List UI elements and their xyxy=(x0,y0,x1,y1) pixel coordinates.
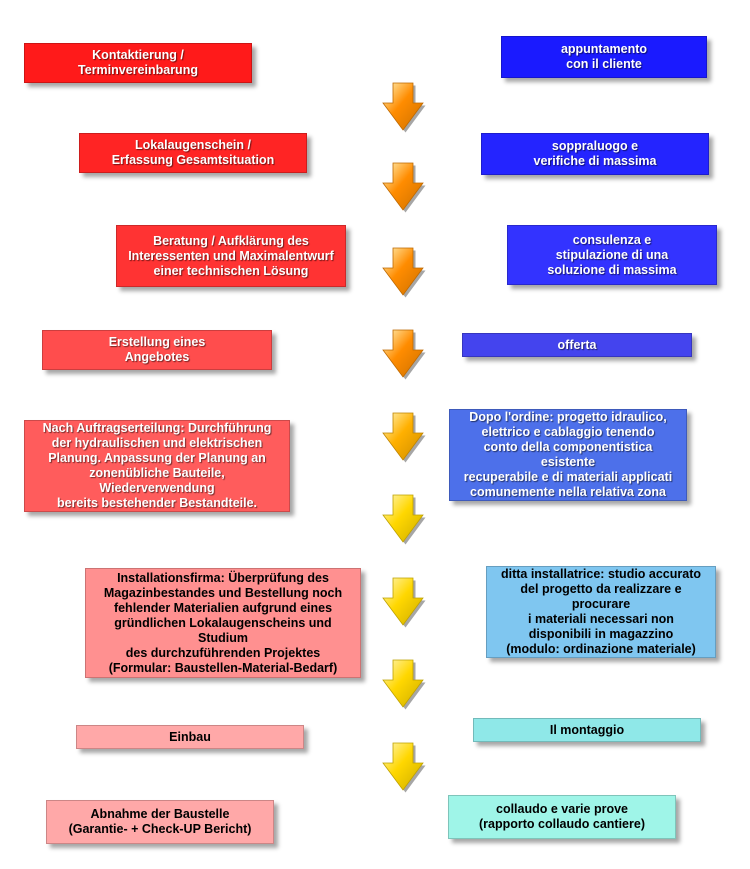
step-5-de-box: Nach Auftragserteilung: Durchführung der hydraulischen und elektrischen Planung. Anpassung der Planung an zonenübliche Bauteile, Wiederverwendung bereits bestehender Bestandteile. xyxy=(24,420,290,512)
step-5-it-box: Dopo l'ordine: progetto idraulico, elettrico e cablaggio tenendo conto della componentistica esistente recuperabile e di materiali applicati comunemente nella relativa zona xyxy=(449,409,687,501)
step-3-de-box: Beratung / Aufklärung des Interessenten und Maximalentwurf einer technischen Lösung xyxy=(116,225,346,287)
step-8-it-box: collaudo e varie prove (rapporto collaudo cantiere) xyxy=(448,795,676,839)
arrow-down-icon xyxy=(382,163,424,211)
step-8-de-box: Abnahme der Baustelle (Garantie- + Check-UP Bericht) xyxy=(46,800,274,844)
arrow-down-icon xyxy=(382,743,424,791)
arrow-down-icon xyxy=(382,330,424,378)
step-6-it-box: ditta installatrice: studio accurato del progetto da realizzare e procurare i materiali necessari non disponibili in magazzino (modulo: ordinazione materiale) xyxy=(486,566,716,658)
step-4-it-box: offerta xyxy=(462,333,692,357)
step-3-it-box: consulenza e stipulazione di una soluzione di massima xyxy=(507,225,717,285)
step-7-de-box: Einbau xyxy=(76,725,304,749)
step-2-de-box: Lokalaugenschein / Erfassung Gesamtsituation xyxy=(79,133,307,173)
arrow-down-icon xyxy=(382,413,424,461)
arrow-down-icon xyxy=(382,495,424,543)
step-7-it-box: Il montaggio xyxy=(473,718,701,742)
arrow-down-icon xyxy=(382,578,424,626)
step-1-de-box: Kontaktierung / Terminvereinbarung xyxy=(24,43,252,83)
arrow-down-icon xyxy=(382,248,424,296)
step-6-de-box: Installationsfirma: Überprüfung des Magazinbestandes und Bestellung noch fehlender Materialien aufgrund eines gründlichen Lokalaugenscheins und Studium des durchzuführenden Projektes (Formular: Baustellen-Material-Bedarf) xyxy=(85,568,361,678)
step-2-it-box: soppraluogo e verifiche di massima xyxy=(481,133,709,175)
arrow-down-icon xyxy=(382,660,424,708)
arrow-down-icon xyxy=(382,83,424,131)
step-4-de-box: Erstellung eines Angebotes xyxy=(42,330,272,370)
step-1-it-box: appuntamento con il cliente xyxy=(501,36,707,78)
